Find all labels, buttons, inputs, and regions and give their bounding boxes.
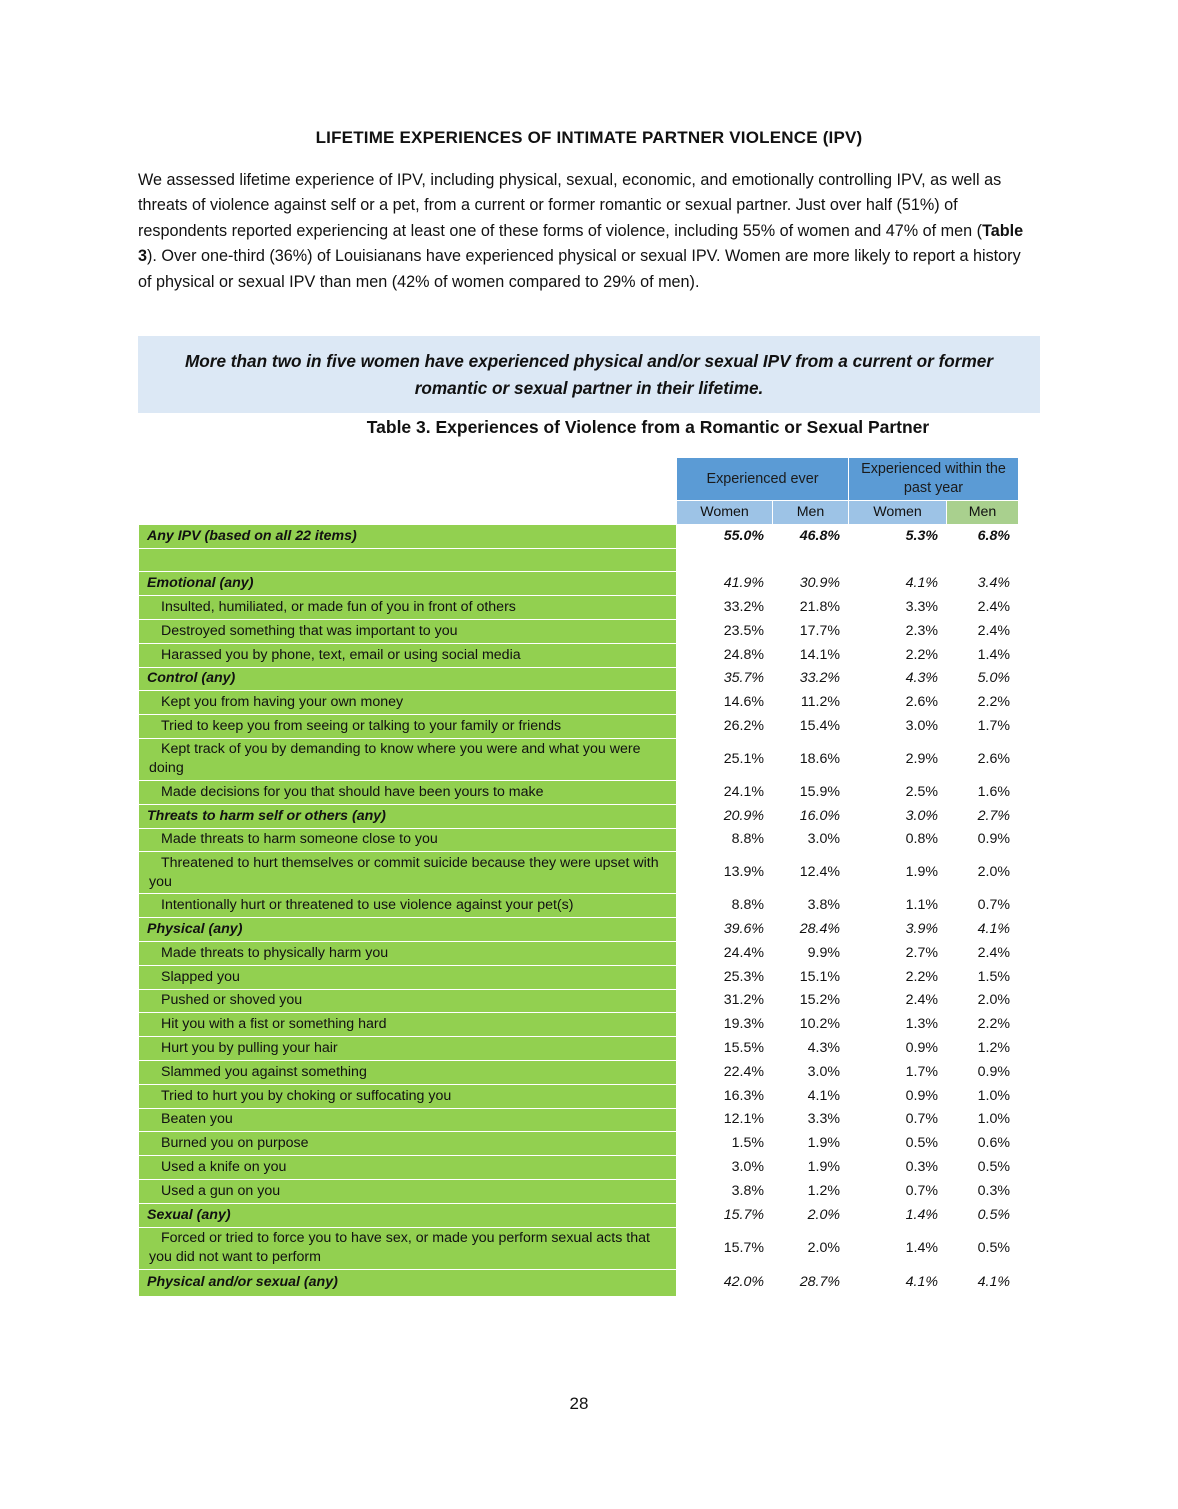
- cell-men-past-year: 3.4%: [947, 572, 1019, 596]
- row-label: Made threats to harm someone close to you: [139, 828, 677, 852]
- table-row: [139, 1060, 1019, 1084]
- cell-men-ever: 17.7%: [773, 619, 849, 643]
- cell-men-past-year: 2.2%: [947, 691, 1019, 715]
- cell-men-past-year: 1.5%: [947, 965, 1019, 989]
- table-row: [139, 715, 1019, 739]
- row-label: Tried to keep you from seeing or talking to your family or friends: [139, 715, 677, 739]
- cell-women-past-year: 1.4%: [849, 1227, 947, 1269]
- table-row: [139, 1084, 1019, 1108]
- cell-women-ever: [677, 548, 773, 572]
- row-label: Tried to hurt you by choking or suffocating you: [139, 1084, 677, 1108]
- table-row: [139, 1179, 1019, 1203]
- cell-men-ever: 15.1%: [773, 965, 849, 989]
- cell-women-past-year: 0.5%: [849, 1132, 947, 1156]
- table-row: [139, 667, 1019, 691]
- cell-women-ever: 26.2%: [677, 715, 773, 739]
- row-label: Made decisions for you that should have been yours to make: [139, 780, 677, 804]
- cell-men-past-year: 2.0%: [947, 989, 1019, 1013]
- cell-men-past-year: 1.0%: [947, 1108, 1019, 1132]
- table-row: [139, 941, 1019, 965]
- cell-women-past-year: 3.9%: [849, 918, 947, 942]
- cell-women-past-year: 0.7%: [849, 1179, 947, 1203]
- table-row: [139, 965, 1019, 989]
- callout-text: More than two in five women have experienced physical and/or sexual IPV from a current or former romantic or sexual partner in their lifetime.: [184, 350, 994, 398]
- table-row: [139, 918, 1019, 942]
- row-label: Hit you with a fist or something hard: [139, 1013, 677, 1037]
- cell-women-ever: 22.4%: [677, 1060, 773, 1084]
- row-label: Threats to harm self or others (any): [139, 804, 677, 828]
- row-label: Made threats to physically harm you: [139, 941, 677, 965]
- cell-women-past-year: 1.4%: [849, 1203, 947, 1227]
- cell-women-past-year: 0.7%: [849, 1108, 947, 1132]
- cell-men-ever: 14.1%: [773, 643, 849, 667]
- cell-women-ever: 23.5%: [677, 619, 773, 643]
- cell-women-past-year: 4.1%: [849, 572, 947, 596]
- cell-men-ever: 15.4%: [773, 715, 849, 739]
- cell-women-ever: 8.8%: [677, 894, 773, 918]
- cell-women-past-year: 1.7%: [849, 1060, 947, 1084]
- cell-men-past-year: 2.7%: [947, 804, 1019, 828]
- header-blank-cell: [139, 458, 677, 501]
- cell-men-past-year: 2.4%: [947, 619, 1019, 643]
- row-label: Intentionally hurt or threatened to use violence against your pet(s): [139, 894, 677, 918]
- table-row: [139, 1203, 1019, 1227]
- cell-men-ever: 15.9%: [773, 780, 849, 804]
- cell-women-past-year: 2.2%: [849, 965, 947, 989]
- cell-men-ever: 1.2%: [773, 1179, 849, 1203]
- cell-women-ever: 16.3%: [677, 1084, 773, 1108]
- row-label: Used a knife on you: [139, 1156, 677, 1180]
- cell-women-past-year: 5.3%: [849, 524, 947, 548]
- cell-men-past-year: 0.7%: [947, 894, 1019, 918]
- row-label: Destroyed something that was important to you: [139, 619, 677, 643]
- cell-women-ever: 55.0%: [677, 524, 773, 548]
- cell-women-past-year: 1.3%: [849, 1013, 947, 1037]
- cell-men-ever: 3.8%: [773, 894, 849, 918]
- cell-men-ever: 1.9%: [773, 1132, 849, 1156]
- table-body: [139, 524, 1019, 1296]
- table-row: [139, 989, 1019, 1013]
- row-label: Harassed you by phone, text, email or using social media: [139, 643, 677, 667]
- cell-women-ever: 3.0%: [677, 1156, 773, 1180]
- cell-men-ever: 2.0%: [773, 1203, 849, 1227]
- table-row: [139, 691, 1019, 715]
- table-row: [139, 1013, 1019, 1037]
- table-row: [139, 572, 1019, 596]
- row-label: Pushed or shoved you: [139, 989, 677, 1013]
- cell-men-ever: 28.4%: [773, 918, 849, 942]
- row-label: Burned you on purpose: [139, 1132, 677, 1156]
- row-label: Sexual (any): [139, 1203, 677, 1227]
- cell-men-ever: 11.2%: [773, 691, 849, 715]
- cell-women-ever: 15.5%: [677, 1037, 773, 1061]
- cell-women-past-year: 0.9%: [849, 1084, 947, 1108]
- cell-men-ever: 4.3%: [773, 1037, 849, 1061]
- cell-women-ever: 14.6%: [677, 691, 773, 715]
- cell-women-ever: 15.7%: [677, 1203, 773, 1227]
- row-label: Used a gun on you: [139, 1179, 677, 1203]
- cell-women-past-year: 2.7%: [849, 941, 947, 965]
- cell-men-ever: [773, 548, 849, 572]
- cell-men-past-year: 0.6%: [947, 1132, 1019, 1156]
- cell-men-ever: 2.0%: [773, 1227, 849, 1269]
- row-label: Emotional (any): [139, 572, 677, 596]
- cell-women-ever: 15.7%: [677, 1227, 773, 1269]
- table-row: [139, 780, 1019, 804]
- table-row: [139, 1156, 1019, 1180]
- cell-men-ever: 46.8%: [773, 524, 849, 548]
- cell-women-ever: 35.7%: [677, 667, 773, 691]
- cell-women-past-year: 2.6%: [849, 691, 947, 715]
- cell-men-ever: 3.0%: [773, 1060, 849, 1084]
- cell-women-ever: 25.3%: [677, 965, 773, 989]
- section-heading: LIFETIME EXPERIENCES OF INTIMATE PARTNER VIOLENCE (IPV): [315, 128, 863, 147]
- cell-men-past-year: 6.8%: [947, 524, 1019, 548]
- cell-women-past-year: 1.1%: [849, 894, 947, 918]
- cell-men-past-year: 1.7%: [947, 715, 1019, 739]
- cell-women-ever: 42.0%: [677, 1269, 773, 1296]
- row-label: [139, 548, 677, 572]
- cell-women-past-year: 2.5%: [849, 780, 947, 804]
- cell-women-ever: 39.6%: [677, 918, 773, 942]
- table-row: [139, 852, 1019, 894]
- cell-women-past-year: 4.1%: [849, 1269, 947, 1296]
- cell-women-past-year: 3.0%: [849, 804, 947, 828]
- cell-men-ever: 33.2%: [773, 667, 849, 691]
- cell-men-ever: 3.3%: [773, 1108, 849, 1132]
- row-label: Beaten you: [139, 1108, 677, 1132]
- table-row: [139, 1227, 1019, 1269]
- table-row: [139, 828, 1019, 852]
- cell-women-past-year: 0.8%: [849, 828, 947, 852]
- table-row: [139, 1269, 1019, 1296]
- cell-men-ever: 15.2%: [773, 989, 849, 1013]
- cell-women-ever: 24.8%: [677, 643, 773, 667]
- table-row: [139, 524, 1019, 548]
- cell-men-past-year: 0.5%: [947, 1156, 1019, 1180]
- cell-men-ever: 30.9%: [773, 572, 849, 596]
- cell-women-past-year: 2.9%: [849, 738, 947, 780]
- cell-women-ever: 20.9%: [677, 804, 773, 828]
- cell-men-past-year: 1.0%: [947, 1084, 1019, 1108]
- cell-women-past-year: 1.9%: [849, 852, 947, 894]
- header-experienced-ever: Experienced ever: [677, 458, 849, 501]
- cell-women-past-year: 4.3%: [849, 667, 947, 691]
- cell-men-past-year: 1.2%: [947, 1037, 1019, 1061]
- cell-men-past-year: 5.0%: [947, 667, 1019, 691]
- cell-men-past-year: 1.6%: [947, 780, 1019, 804]
- cell-women-past-year: [849, 548, 947, 572]
- cell-women-ever: 31.2%: [677, 989, 773, 1013]
- row-label: Threatened to hurt themselves or commit suicide because they were upset with you: [139, 852, 677, 894]
- row-label: Any IPV (based on all 22 items): [139, 524, 677, 548]
- cell-women-ever: 33.2%: [677, 596, 773, 620]
- row-label: Kept you from having your own money: [139, 691, 677, 715]
- row-label: Kept track of you by demanding to know where you were and what you were doing: [139, 738, 677, 780]
- cell-women-past-year: 2.3%: [849, 619, 947, 643]
- cell-men-ever: 9.9%: [773, 941, 849, 965]
- header-women-ever: Women: [677, 501, 773, 525]
- table-row: [139, 596, 1019, 620]
- cell-men-past-year: 2.4%: [947, 596, 1019, 620]
- cell-men-past-year: 2.6%: [947, 738, 1019, 780]
- cell-men-past-year: 1.4%: [947, 643, 1019, 667]
- cell-men-past-year: 2.0%: [947, 852, 1019, 894]
- cell-men-ever: 10.2%: [773, 1013, 849, 1037]
- cell-women-ever: 8.8%: [677, 828, 773, 852]
- cell-men-past-year: 2.2%: [947, 1013, 1019, 1037]
- row-label: Control (any): [139, 667, 677, 691]
- row-label: Hurt you by pulling your hair: [139, 1037, 677, 1061]
- table-row: [139, 548, 1019, 572]
- cell-women-ever: 3.8%: [677, 1179, 773, 1203]
- intro-paragraph: [138, 168, 1038, 295]
- row-label: Physical (any): [139, 918, 677, 942]
- header-women-past-year: Women: [849, 501, 947, 525]
- cell-men-ever: 28.7%: [773, 1269, 849, 1296]
- header-experienced-past-year: Experienced within the past year: [849, 458, 1019, 501]
- cell-women-ever: 19.3%: [677, 1013, 773, 1037]
- cell-women-past-year: 2.4%: [849, 989, 947, 1013]
- cell-men-past-year: 0.9%: [947, 828, 1019, 852]
- table-row: [139, 804, 1019, 828]
- cell-men-past-year: 0.5%: [947, 1203, 1019, 1227]
- cell-women-past-year: 0.3%: [849, 1156, 947, 1180]
- intro-text-end: ). Over one-third (36%) of Louisianans have experienced physical or sexual IPV. Women are more likely to report a history of physical or sexual IPV than men (42% of women compared to 29% of men).: [138, 247, 1021, 291]
- row-label: Physical and/or sexual (any): [139, 1269, 677, 1296]
- cell-women-ever: 41.9%: [677, 572, 773, 596]
- callout-box: [138, 336, 1040, 413]
- cell-men-past-year: 0.5%: [947, 1227, 1019, 1269]
- cell-women-ever: 13.9%: [677, 852, 773, 894]
- cell-women-past-year: 2.2%: [849, 643, 947, 667]
- table-caption: Table 3. Experiences of Violence from a Romantic or Sexual Partner: [366, 417, 930, 437]
- cell-men-past-year: 4.1%: [947, 918, 1019, 942]
- table-row: [139, 1132, 1019, 1156]
- cell-men-past-year: 0.9%: [947, 1060, 1019, 1084]
- cell-women-ever: 25.1%: [677, 738, 773, 780]
- cell-men-ever: 4.1%: [773, 1084, 849, 1108]
- row-label: Insulted, humiliated, or made fun of you in front of others: [139, 596, 677, 620]
- cell-men-ever: 1.9%: [773, 1156, 849, 1180]
- intro-text-start: We assessed lifetime experience of IPV, including physical, sexual, economic, and emotionally controlling IPV, as well as threats of violence against self or a pet, from a current or former romantic or sexual partner. Just over half (51%) of respondents reported experiencing at least one of these forms of violence, including 55% of women and 47% of men (: [138, 171, 1002, 240]
- table-sub-header-row: [139, 501, 1019, 525]
- header-blank-cell: [139, 501, 677, 525]
- cell-women-past-year: 0.9%: [849, 1037, 947, 1061]
- table-group-header-row: [139, 458, 1019, 501]
- cell-men-ever: 12.4%: [773, 852, 849, 894]
- cell-men-past-year: 4.1%: [947, 1269, 1019, 1296]
- cell-women-ever: 12.1%: [677, 1108, 773, 1132]
- ipv-table: [138, 457, 1019, 1297]
- cell-men-ever: 16.0%: [773, 804, 849, 828]
- table-reference: Table 3: [138, 221, 1024, 266]
- table-row: [139, 894, 1019, 918]
- table-row: [139, 738, 1019, 780]
- cell-women-past-year: 3.0%: [849, 715, 947, 739]
- cell-men-past-year: 2.4%: [947, 941, 1019, 965]
- cell-women-ever: 24.4%: [677, 941, 773, 965]
- table-row: [139, 1108, 1019, 1132]
- cell-women-ever: 24.1%: [677, 780, 773, 804]
- cell-women-ever: 1.5%: [677, 1132, 773, 1156]
- cell-men-ever: 21.8%: [773, 596, 849, 620]
- header-men-ever: Men: [773, 501, 849, 525]
- cell-men-ever: 18.6%: [773, 738, 849, 780]
- cell-men-ever: 3.0%: [773, 828, 849, 852]
- table-row: [139, 1037, 1019, 1061]
- table-row: [139, 619, 1019, 643]
- cell-women-past-year: 3.3%: [849, 596, 947, 620]
- cell-men-past-year: 0.3%: [947, 1179, 1019, 1203]
- header-men-past-year: Men: [947, 501, 1019, 525]
- row-label: Forced or tried to force you to have sex, or made you perform sexual acts that you did not want to perform: [139, 1227, 677, 1269]
- table-row: [139, 643, 1019, 667]
- row-label: Slammed you against something: [139, 1060, 677, 1084]
- page-number: 28: [569, 1394, 589, 1413]
- row-label: Slapped you: [139, 965, 677, 989]
- cell-men-past-year: [947, 548, 1019, 572]
